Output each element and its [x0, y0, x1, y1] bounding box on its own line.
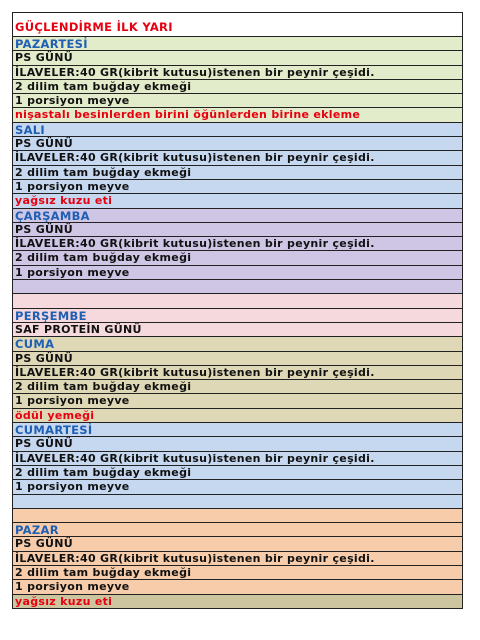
- saturday-block: [12, 423, 463, 509]
- fruit-line: 1 porsiyon meyve: [12, 94, 463, 108]
- sunday-note: yağsız kuzu eti: [12, 595, 463, 609]
- ps-day-label: PS GÜNÜ: [12, 137, 463, 151]
- day-heading-friday: CUMA: [12, 337, 463, 351]
- empty-row: [12, 509, 463, 523]
- sunday-block: [12, 509, 463, 609]
- day-heading-sunday: PAZAR: [12, 523, 463, 537]
- fruit-line: 1 porsiyon meyve: [12, 580, 463, 594]
- extras-line: İLAVELER:40 GR(kibrit kutusu)istenen bir peynir çeşidi.: [12, 552, 463, 566]
- bread-line: 2 dilim tam buğday ekmeği: [12, 380, 463, 394]
- ps-day-label: PS GÜNÜ: [12, 352, 463, 366]
- day-heading-monday: PAZARTESİ: [12, 37, 463, 51]
- fruit-line: 1 porsiyon meyve: [12, 266, 463, 280]
- monday-block: [12, 37, 463, 123]
- tuesday-block: [12, 123, 463, 209]
- empty-row: [12, 280, 463, 294]
- empty-row: [12, 495, 463, 509]
- ps-day-label: PS GÜNÜ: [12, 437, 463, 451]
- extras-line: İLAVELER:40 GR(kibrit kutusu)istenen bir peynir çeşidi.: [12, 237, 463, 251]
- day-heading-tuesday: SALI: [12, 123, 463, 137]
- extras-line: İLAVELER:40 GR(kibrit kutusu)istenen bir peynir çeşidi.: [12, 66, 463, 80]
- wednesday-block: [12, 209, 463, 295]
- ps-day-label: PS GÜNÜ: [12, 223, 463, 237]
- extras-line: İLAVELER:40 GR(kibrit kutusu)istenen bir peynir çeşidi.: [12, 151, 463, 165]
- extras-line: İLAVELER:40 GR(kibrit kutusu)istenen bir peynir çeşidi.: [12, 452, 463, 466]
- plan-title: GÜÇLENDİRME İLK YARI: [12, 13, 463, 37]
- fruit-line: 1 porsiyon meyve: [12, 394, 463, 408]
- bread-line: 2 dilim tam buğday ekmeği: [12, 566, 463, 580]
- bread-line: 2 dilim tam buğday ekmeği: [12, 166, 463, 180]
- friday-note: ödül yemeği: [12, 409, 463, 423]
- bread-line: 2 dilim tam buğday ekmeği: [12, 80, 463, 94]
- pure-protein-line: SAF PROTEİN GÜNÜ: [12, 323, 463, 337]
- extras-line: İLAVELER:40 GR(kibrit kutusu)istenen bir peynir çeşidi.: [12, 366, 463, 380]
- ps-day-label: PS GÜNÜ: [12, 537, 463, 551]
- day-heading-thursday: PERŞEMBE: [12, 309, 463, 323]
- bread-line: 2 dilim tam buğday ekmeği: [12, 251, 463, 265]
- diet-plan-sheet: [12, 12, 463, 609]
- friday-block: [12, 337, 463, 423]
- bread-line: 2 dilim tam buğday ekmeği: [12, 466, 463, 480]
- monday-note: nişastalı besinlerden birini öğünlerden birine ekleme: [12, 108, 463, 122]
- tuesday-note: yağsız kuzu eti: [12, 194, 463, 208]
- thursday-block: [12, 294, 463, 337]
- fruit-line: 1 porsiyon meyve: [12, 480, 463, 494]
- ps-day-label: PS GÜNÜ: [12, 51, 463, 65]
- fruit-line: 1 porsiyon meyve: [12, 180, 463, 194]
- day-heading-saturday: CUMARTESİ: [12, 423, 463, 437]
- day-heading-wednesday: ÇARŞAMBA: [12, 209, 463, 223]
- empty-row: [12, 294, 463, 308]
